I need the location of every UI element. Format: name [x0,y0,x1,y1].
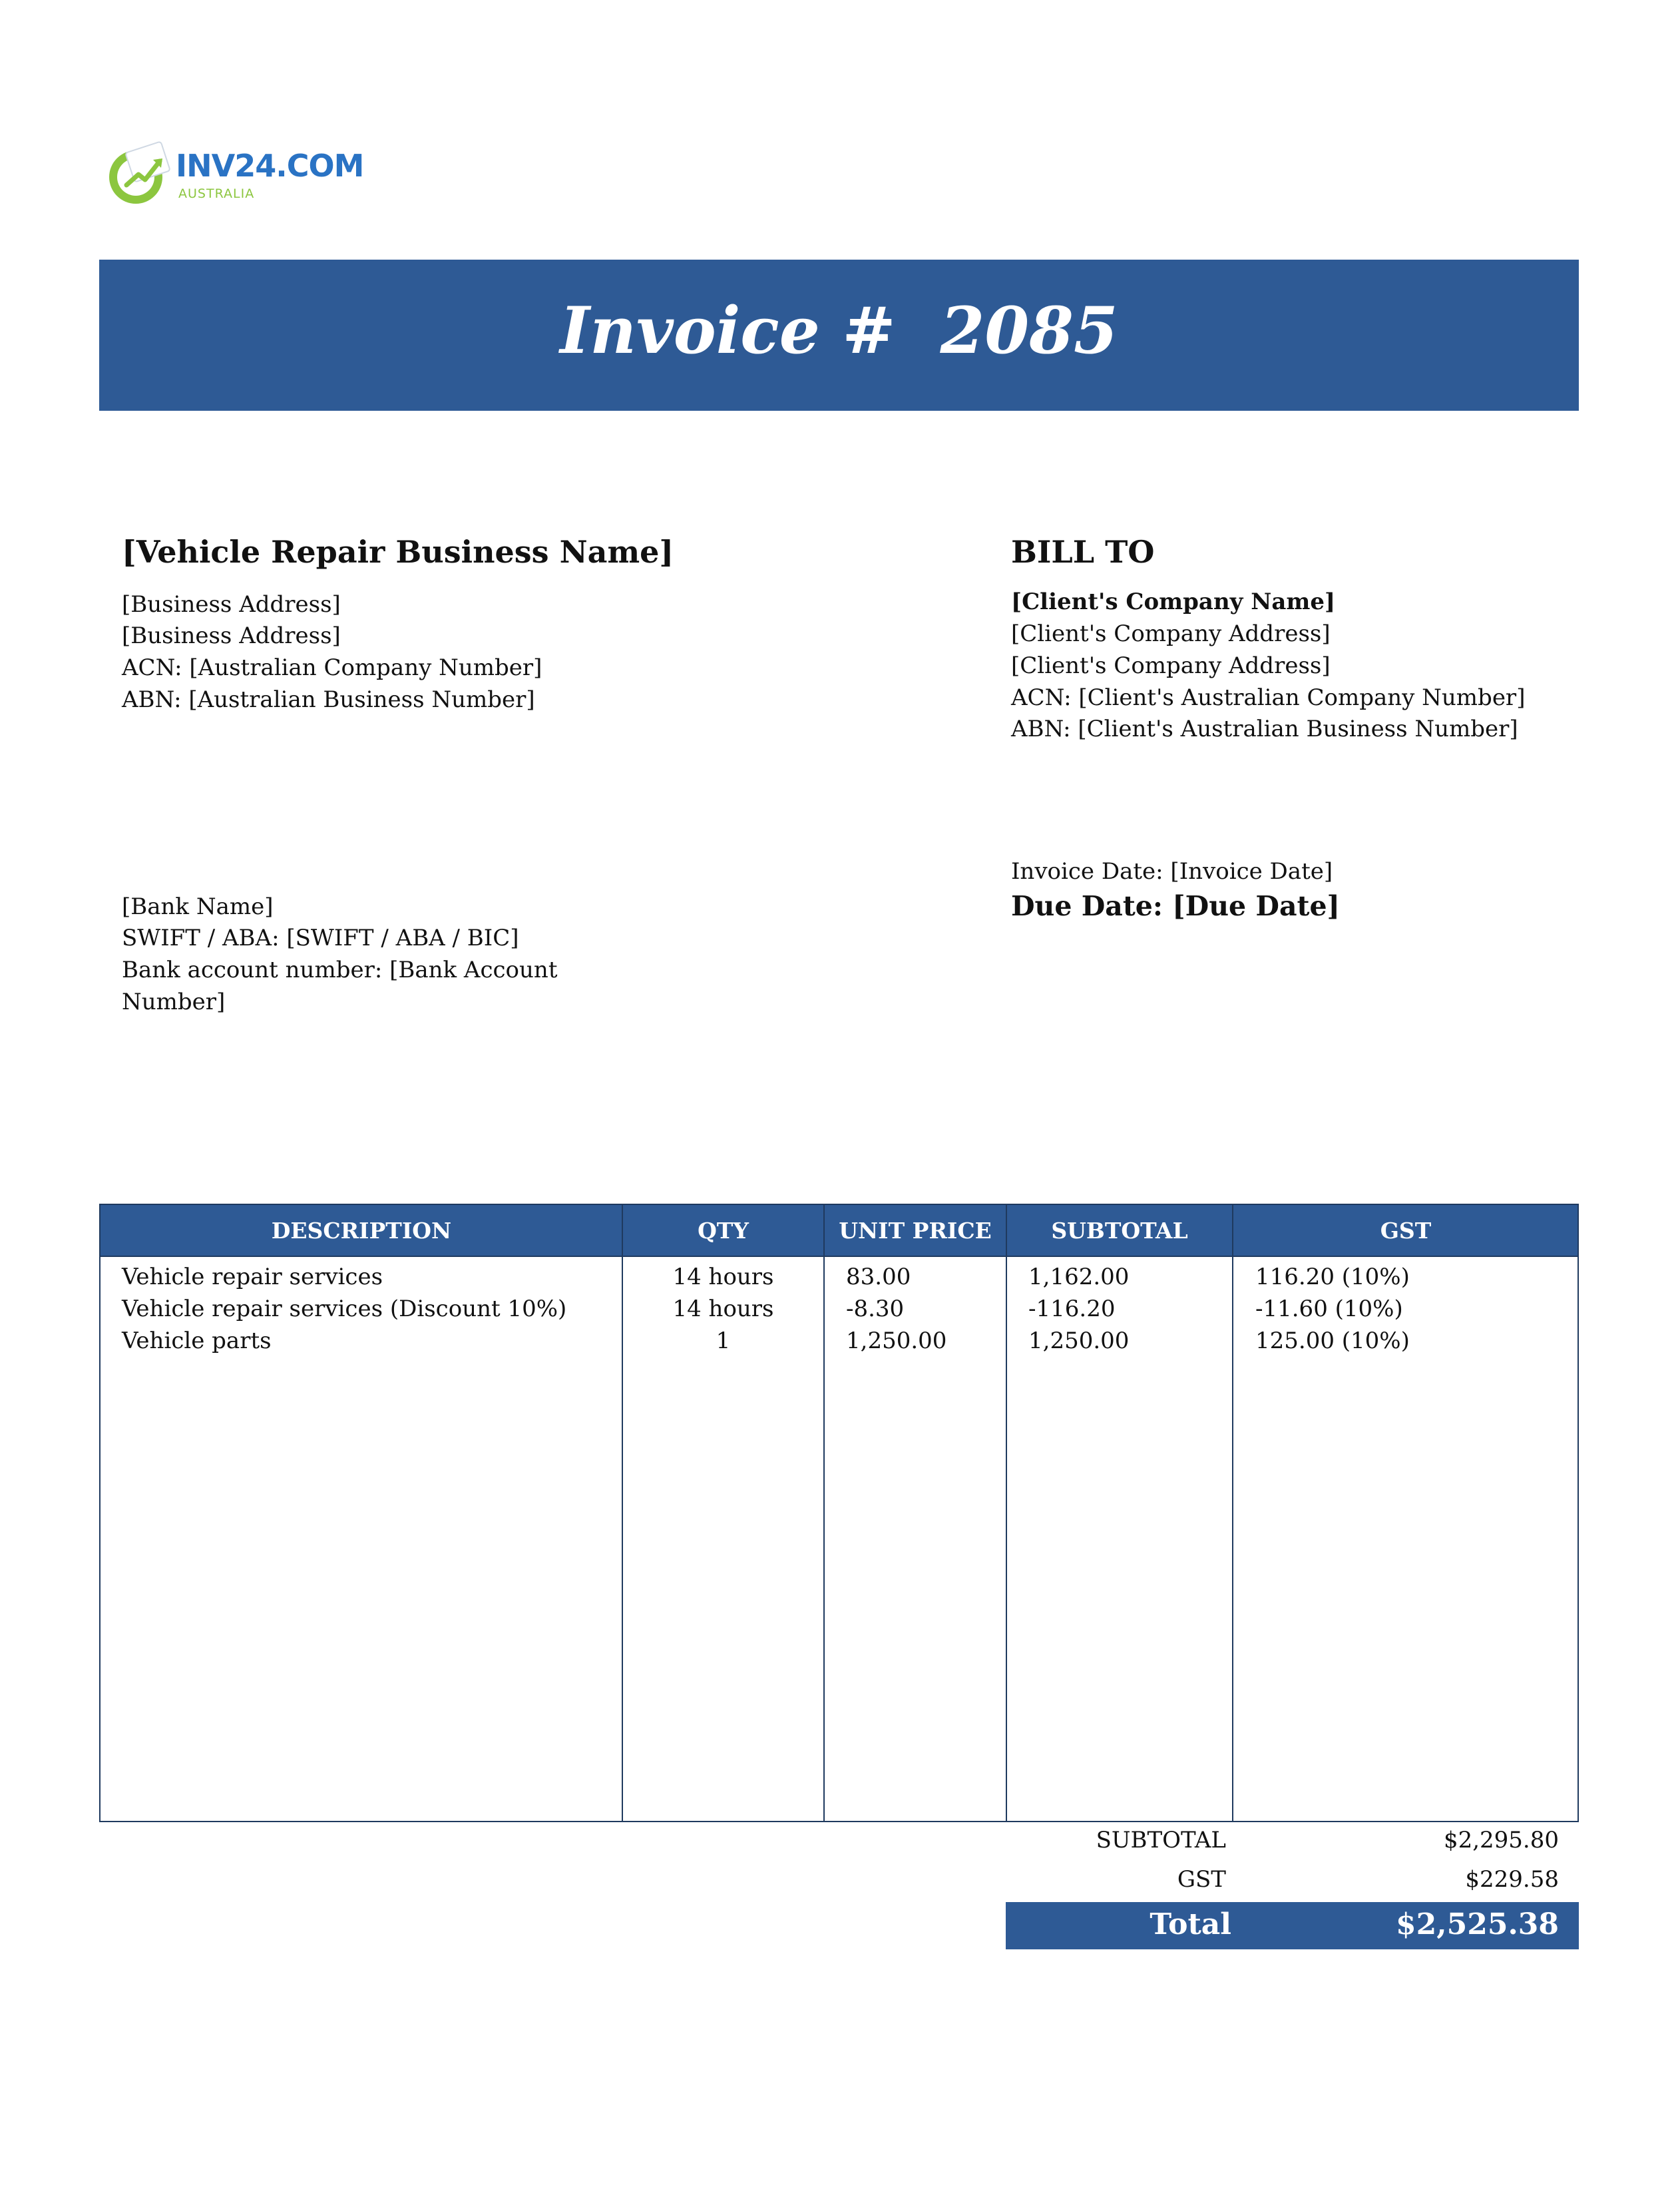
invoice-title: Invoice # 2085 [560,293,1118,368]
column-divider [1232,1205,1233,1821]
header-unit-price: UNIT PRICE [839,1217,992,1244]
bank-account-line-2: Number] [122,989,226,1015]
row-2-subtotal: -116.20 [1028,1296,1116,1322]
client-company-name: [Client's Company Name] [1011,589,1336,615]
total-label: Total [1150,1907,1231,1941]
row-1-gst: 116.20 (10%) [1255,1264,1410,1290]
row-2-qty: 14 hours [672,1296,774,1322]
row-1-qty: 14 hours [672,1264,774,1290]
row-3-gst: 125.00 (10%) [1255,1328,1410,1354]
table-header [101,1205,1577,1257]
gst-label: GST [1177,1866,1226,1893]
logo-icon [104,141,177,208]
header-qty: QTY [698,1217,749,1244]
row-1-description: Vehicle repair services [122,1264,383,1290]
invoice-date: Invoice Date: [Invoice Date] [1011,858,1333,885]
row-3-unit-price: 1,250.00 [846,1328,947,1354]
bill-to-heading: BILL TO [1011,534,1155,570]
row-1-unit-price: 83.00 [846,1264,911,1290]
seller-abn: ABN: [Australian Business Number] [122,686,535,713]
header-description: DESCRIPTION [271,1217,452,1244]
row-3-description: Vehicle parts [122,1328,272,1354]
seller-name: [Vehicle Repair Business Name] [122,534,674,570]
company-logo [104,141,364,208]
header-subtotal: SUBTOTAL [1051,1217,1188,1244]
row-3-qty: 1 [716,1328,731,1354]
due-date: Due Date: [Due Date] [1011,890,1340,922]
gst-value: $229.58 [1465,1866,1559,1893]
seller-address-1: [Business Address] [122,591,341,618]
row-2-unit-price: -8.30 [846,1296,905,1322]
grand-total-bar [1006,1902,1579,1949]
seller-acn: ACN: [Australian Company Number] [122,654,542,681]
subtotal-label: SUBTOTAL [1096,1827,1226,1853]
logo-region: AUSTRALIA [178,186,255,201]
row-3-subtotal: 1,250.00 [1028,1328,1130,1354]
line-items-table [99,1204,1579,1822]
row-2-description: Vehicle repair services (Discount 10%) [122,1296,567,1322]
bank-name: [Bank Name] [122,893,274,920]
title-banner [99,260,1579,411]
total-value: $2,525.38 [1396,1907,1559,1941]
subtotal-value: $2,295.80 [1443,1827,1559,1853]
bank-swift: SWIFT / ABA: [SWIFT / ABA / BIC] [122,925,519,951]
client-abn: ABN: [Client's Australian Business Number] [1011,716,1518,742]
client-acn: ACN: [Client's Australian Company Number] [1011,684,1526,711]
bank-account-line-1: Bank account number: [Bank Account [122,957,558,983]
client-address-1: [Client's Company Address] [1011,620,1331,647]
seller-address-2: [Business Address] [122,622,341,649]
column-divider [1006,1205,1007,1821]
header-gst: GST [1380,1217,1432,1244]
row-2-gst: -11.60 (10%) [1255,1296,1403,1322]
logo-brand: INV24.COM [176,148,364,184]
row-1-subtotal: 1,162.00 [1028,1264,1130,1290]
client-address-2: [Client's Company Address] [1011,652,1331,679]
